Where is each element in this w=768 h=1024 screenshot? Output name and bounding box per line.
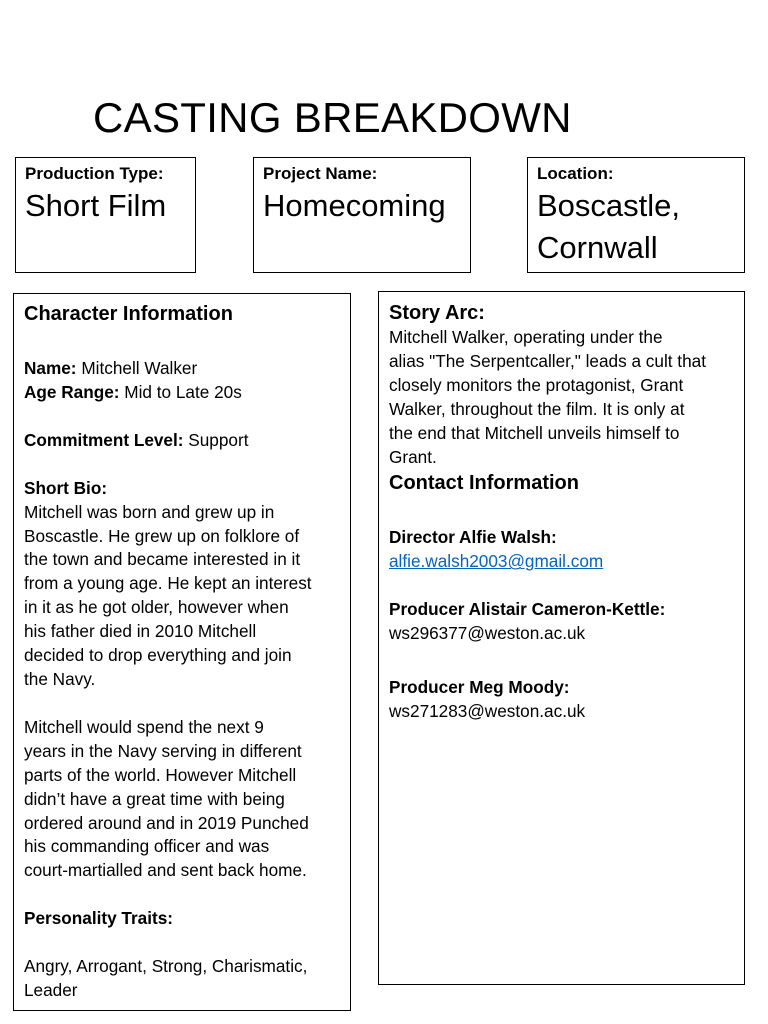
director-label: Director Alfie Walsh: — [389, 527, 557, 548]
story-line: Walker, throughout the film. It is only at — [389, 398, 685, 419]
traits-line: Angry, Arrogant, Strong, Charismatic, — [24, 956, 308, 977]
commitment-level-row — [24, 429, 340, 453]
producer-1-label: Producer Alistair Cameron-Kettle: — [389, 599, 666, 620]
story-line: closely monitors the protagonist, Grant — [389, 374, 684, 395]
personality-traits-label: Personality Traits: — [24, 908, 174, 929]
story-line: Mitchell Walker, operating under the — [389, 327, 663, 347]
producer-2-email: ws271283@weston.ac.uk — [389, 700, 586, 721]
producer-1-email: ws296377@weston.ac.uk — [389, 623, 586, 644]
project-name-box — [253, 157, 471, 273]
commitment-level-value: Support — [188, 429, 249, 450]
bio-line: court-martialled and sent back home. — [24, 860, 307, 881]
bio-line: Mitchell was born and grew up in — [24, 501, 275, 522]
location-label: Location: — [537, 164, 614, 183]
project-name-value: Homecoming — [263, 188, 446, 223]
location-value — [537, 185, 735, 269]
bio-line: the Navy. — [24, 668, 96, 689]
age-range-label: Age Range: — [24, 381, 120, 402]
bio-line: his father died in 2010 Mitchell — [24, 621, 257, 642]
project-name-label: Project Name: — [263, 164, 378, 183]
production-type-box — [15, 157, 196, 273]
traits-line: Leader — [24, 980, 78, 1001]
bio-line: ordered around and in 2019 Punched — [24, 812, 309, 833]
bio-line: years in the Navy serving in different — [24, 740, 302, 761]
age-range-value: Mid to Late 20s — [124, 381, 242, 402]
production-type-value: Short Film — [25, 188, 167, 223]
location-box — [527, 157, 745, 273]
story-arc-text — [389, 326, 734, 469]
director-email-row — [389, 550, 734, 574]
bio-line: the town and became interested in it — [24, 549, 301, 570]
director-email-link[interactable]: alfie.walsh2003@gmail.com — [389, 551, 604, 572]
character-information-heading: Character Information — [24, 303, 233, 325]
name-label: Name: — [24, 358, 77, 378]
story-line: the end that Mitchell unveils himself to — [389, 422, 680, 443]
bio-line: decided to drop everything and join — [24, 645, 292, 666]
short-bio-label: Short Bio: — [24, 477, 108, 498]
commitment-level-label: Commitment Level: — [24, 429, 184, 450]
story-arc-heading: Story Arc: — [389, 302, 485, 324]
name-value: Mitchell Walker — [81, 358, 198, 378]
document-title: CASTING BREAKDOWN — [93, 94, 572, 141]
personality-traits-value — [24, 955, 340, 1003]
short-bio-paragraph-1 — [24, 501, 340, 692]
bio-line: didn’t have a great time with being — [24, 788, 285, 809]
production-type-label: Production Type: — [25, 164, 164, 183]
short-bio-paragraph-2 — [24, 716, 340, 883]
bio-line: Mitchell would spend the next 9 — [24, 716, 264, 737]
bio-line: Boscastle. He grew up on folklore of — [24, 525, 300, 546]
name-row — [24, 357, 340, 381]
story-line: Grant. — [389, 446, 437, 467]
location-value-line: Cornwall — [537, 230, 658, 265]
story-arc-box — [378, 291, 745, 985]
location-value-line: Boscastle, — [537, 188, 681, 223]
bio-line: in it as he got older, however when — [24, 597, 289, 618]
age-range-row — [24, 381, 340, 405]
story-line: alias "The Serpentcaller," leads a cult that — [389, 350, 706, 371]
bio-line: parts of the world. However Mitchell — [24, 764, 297, 785]
contact-information-heading: Contact Information — [389, 472, 579, 495]
bio-line: his commanding officer and was — [24, 836, 270, 857]
producer-2-label: Producer Meg Moody: — [389, 677, 570, 698]
character-information-box — [13, 293, 351, 1011]
bio-line: from a young age. He kept an interest — [24, 573, 312, 594]
